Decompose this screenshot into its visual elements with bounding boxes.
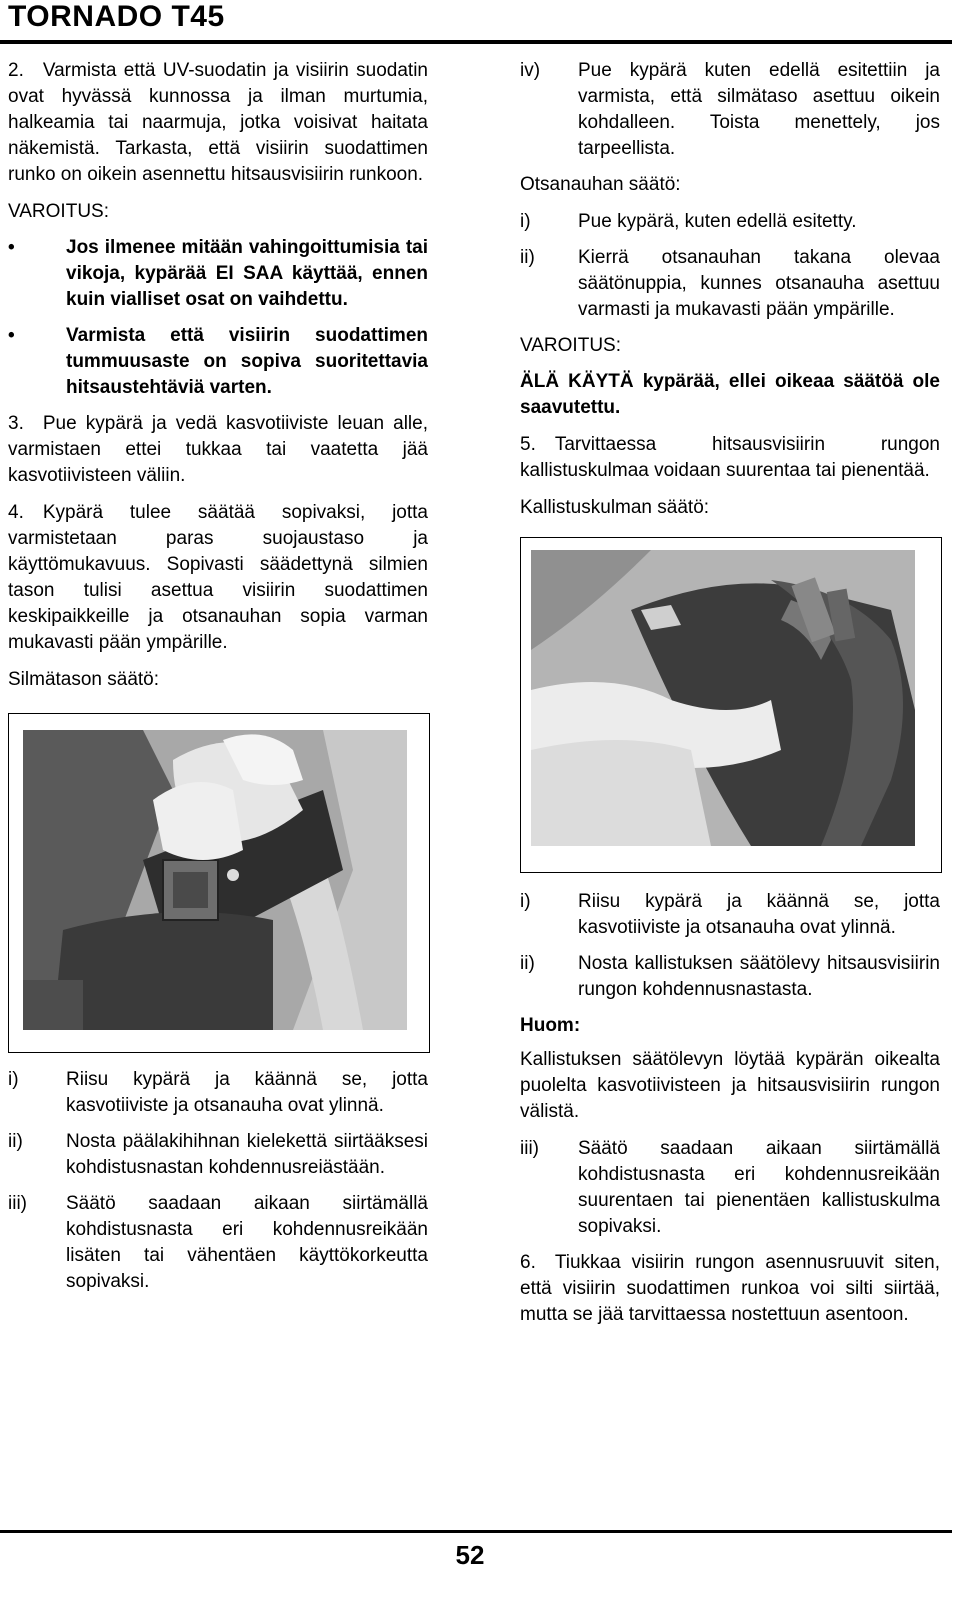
page-header xyxy=(0,0,960,48)
note-heading: Huom: xyxy=(520,1015,581,1036)
warning-bullet-2 xyxy=(8,323,428,401)
step-label: ii) xyxy=(520,247,535,268)
step-label: ii) xyxy=(8,1131,23,1152)
step-text: Nosta päälakihihnan kielekettä siirtääksesi kohdistusnastan kohdennusreiästään. xyxy=(66,1131,428,1178)
headband-heading: Otsanauhan säätö: xyxy=(520,174,681,195)
tilt-step-i xyxy=(520,889,940,941)
step-text: Kierrä otsanauhan takana olevaa säätönuppia, kunnes otsanauha asettuu varmasti ja mukavasti pään ympärille. xyxy=(578,247,940,320)
helmet-strap-photo xyxy=(23,730,407,1030)
step-text: Säätö saadaan aikaan siirtämällä kohdistusnasta eri kohdennusreikään suurentaen tai pienentäen kallistuskulma sopivaksi. xyxy=(578,1138,940,1237)
step-label: i) xyxy=(520,891,531,912)
step-label: iii) xyxy=(520,1138,539,1159)
step-text: Pue kypärä kuten edellä esitettiin ja varmista, että silmätaso asettuu oikein kohdalleen. Toista menettely, jos tarpeellista. xyxy=(578,60,940,159)
bullet-text: Varmista että visiirin suodattimen tummuusaste on sopiva suoritettavia hitsaustehtäviä varten. xyxy=(66,325,428,398)
eye-level-photo-frame xyxy=(8,713,430,1053)
warning-bullet-1 xyxy=(8,235,428,313)
tilt-photo-frame xyxy=(520,537,942,873)
note-text: Kallistuksen säätölevyn löytää kypärän oikealta puolelta kasvotiivisteen ja hitsausvisiirin rungon välistä. xyxy=(520,1049,940,1122)
step-5-paragraph: 5. Tarvittaessa hitsausvisiirin rungon kallistuskulmaa voidaan suurentaa tai pienentää. xyxy=(520,434,940,481)
eye-level-heading: Silmätason säätö: xyxy=(8,669,160,690)
step-text: Nosta kallistuksen säätölevy hitsausvisiirin rungon kohdennusnastasta. xyxy=(578,953,940,1000)
step-label: i) xyxy=(520,211,531,232)
band-step-i xyxy=(520,209,940,235)
eye-step-i xyxy=(8,1067,428,1119)
left-column xyxy=(8,58,428,1305)
bullet-icon: • xyxy=(8,237,15,258)
tilt-heading: Kallistuskulman säätö: xyxy=(520,497,710,518)
eye-level-photo xyxy=(23,730,407,1030)
bullet-icon: • xyxy=(8,325,15,346)
helmet-tilt-photo xyxy=(531,550,915,846)
footer-rule xyxy=(0,1530,952,1533)
warning-heading: VAROITUS: xyxy=(520,335,621,356)
bullet-text: Jos ilmenee mitään vahingoittumisia tai vikoja, kypärää EI SAA käyttää, ennen kuin vialliset osat on vaihdettu. xyxy=(66,237,428,310)
warning-heading: VAROITUS: xyxy=(8,201,109,222)
step-text: Säätö saadaan aikaan siirtämällä kohdistusnasta eri kohdennusreikään lisäten tai vähentäen käyttökorkeutta sopivaksi. xyxy=(66,1193,428,1292)
step-label: ii) xyxy=(520,953,535,974)
header-rule xyxy=(0,40,952,44)
eye-step-iv xyxy=(520,58,940,162)
warning-text: ÄLÄ KÄYTÄ kypärää, ellei oikeaa säätöä ole saavutettu. xyxy=(520,371,940,418)
step-6-paragraph: 6. Tiukkaa visiirin rungon asennusruuvit siten, että visiirin suodattimen runkoa voi silti siirtää, mutta se jää tarvittaessa nostettuun asentoon. xyxy=(520,1252,940,1325)
right-column xyxy=(520,58,940,1339)
tilt-step-ii xyxy=(520,951,940,1003)
tilt-step-iii xyxy=(520,1136,940,1240)
step-4-paragraph: 4. Kypärä tulee säätää sopivaksi, jotta varmistetaan paras suojaustaso ja käyttömukavuus. Sopivasti säädettynä silmien tason tulisi asettua visiirin suodattimen keskipaikkeille ja otsanauhan sopia varman mukavasti pään ympärille. xyxy=(8,502,428,653)
band-step-ii xyxy=(520,245,940,323)
step-label: iv) xyxy=(520,60,541,81)
page-number: 52 xyxy=(455,1540,485,1570)
eye-step-ii xyxy=(8,1129,428,1181)
step-label: i) xyxy=(8,1069,19,1090)
tilt-photo xyxy=(531,550,915,846)
step-text: Riisu kypärä ja käännä se, jotta kasvotiiviste ja otsanauha ovat ylinnä. xyxy=(578,891,940,938)
step-label: iii) xyxy=(8,1193,27,1214)
step-3-paragraph: 3. Pue kypärä ja vedä kasvotiiviste leuan alle, varmistaen ettei tukkaa tai vaatetta jää kasvotiivisteen väliin. xyxy=(8,413,428,486)
step-text: Riisu kypärä ja käännä se, jotta kasvotiiviste ja otsanauha ovat ylinnä. xyxy=(66,1069,428,1116)
eye-step-iii xyxy=(8,1191,428,1295)
step-text: Pue kypärä, kuten edellä esitetty. xyxy=(578,211,857,232)
step-2-paragraph: 2. Varmista että UV-suodatin ja visiirin suodatin ovat hyvässä kunnossa ja ilman murtumia, halkeamia tai naarmuja, jotka voisivat haitata näkemistä. Tarkasta, että visiirin suodattimen runko on oikein asennettu hitsausvisiirin runkoon. xyxy=(8,60,428,185)
document-title: TORNADO T45 xyxy=(8,0,225,33)
